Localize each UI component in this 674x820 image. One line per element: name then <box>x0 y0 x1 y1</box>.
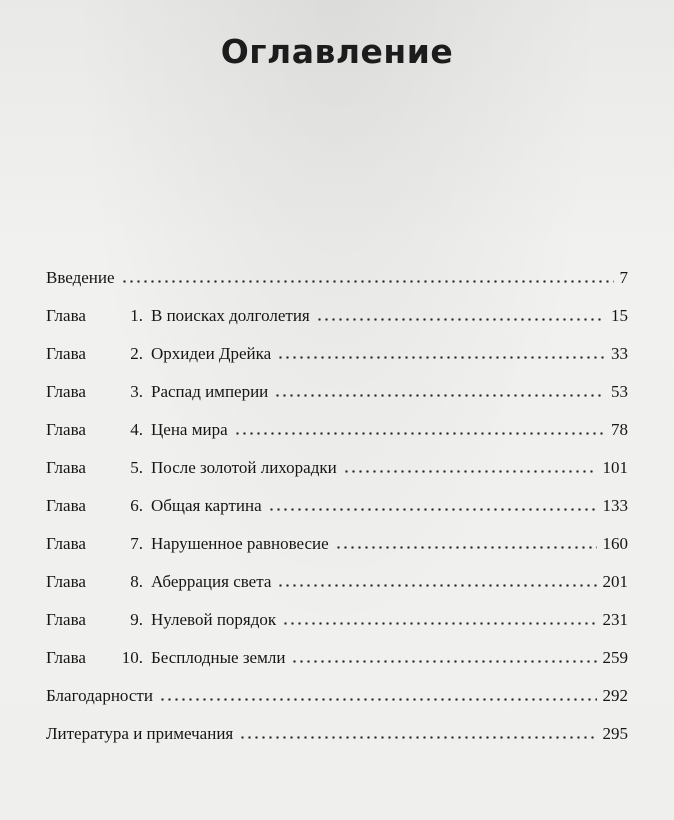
chapter-word: Глава <box>46 382 86 401</box>
toc-entry-title: Распад империи <box>151 382 269 401</box>
chapter-word: Глава <box>46 610 86 629</box>
dot-leader <box>268 508 597 511</box>
chapter-word: Глава <box>46 420 86 439</box>
toc-entry-label <box>46 458 337 478</box>
toc-entry <box>46 600 628 630</box>
chapter-number: 6. <box>130 496 143 515</box>
toc-entry <box>46 448 628 478</box>
chapter-word: Глава <box>46 648 86 667</box>
page-number: 292 <box>602 686 628 705</box>
chapter-word: Глава <box>46 572 86 591</box>
chapter-number: 3. <box>130 382 143 401</box>
page-number: 53 <box>611 382 628 401</box>
page-number: 160 <box>602 534 628 553</box>
toc-entry-label <box>46 686 153 706</box>
chapter-number: 9. <box>130 610 143 629</box>
toc-entry-title: После золотой лихорадки <box>151 458 337 477</box>
chapter-number: 10. <box>121 648 143 667</box>
dot-leader <box>234 432 605 435</box>
page-number: 201 <box>602 572 628 591</box>
toc-entry <box>46 638 628 668</box>
dot-leader <box>343 470 597 473</box>
chapter-word: Глава <box>46 534 86 553</box>
toc-entry-label <box>46 268 115 288</box>
toc-entry-label <box>46 534 329 554</box>
page-number: 15 <box>611 306 628 325</box>
dot-leader <box>274 394 605 397</box>
page-number: 295 <box>602 724 628 743</box>
toc-entry <box>46 524 628 554</box>
page-number: 33 <box>611 344 628 363</box>
chapter-number: 4. <box>130 420 143 439</box>
page-number: 259 <box>602 648 628 667</box>
page-number: 231 <box>602 610 628 629</box>
page-number: 133 <box>602 496 628 515</box>
toc-entry <box>46 372 628 402</box>
toc-entry-title: Нулевой порядок <box>151 610 277 629</box>
toc-entry-label <box>46 610 276 630</box>
dot-leader <box>121 280 614 283</box>
toc-entry <box>46 258 628 288</box>
chapter-word: Глава <box>46 344 86 363</box>
dot-leader <box>159 698 597 701</box>
dot-leader <box>239 736 596 739</box>
toc-entry-label <box>46 648 285 668</box>
page-number: 101 <box>602 458 628 477</box>
toc-entry-title: Благодарности <box>46 686 153 705</box>
dot-leader <box>316 318 605 321</box>
toc-entry-label <box>46 420 228 440</box>
chapter-number: 7. <box>130 534 143 553</box>
chapter-word: Глава <box>46 458 86 477</box>
toc-entry <box>46 334 628 364</box>
toc-entry-title: Введение <box>46 268 115 287</box>
chapter-number: 5. <box>130 458 143 477</box>
toc-entry-title: Общая картина <box>151 496 262 515</box>
toc-entry-label <box>46 572 271 592</box>
toc-entry-title: Бесплодные земли <box>151 648 286 667</box>
dot-leader <box>277 356 605 359</box>
dot-leader <box>277 584 596 587</box>
toc-entry-title: Литература и примечания <box>46 724 234 743</box>
toc-entry-title: В поисках долголетия <box>151 306 310 325</box>
chapter-word: Глава <box>46 496 86 515</box>
toc-entry-title: Цена мира <box>151 420 228 439</box>
toc-entry-label <box>46 344 271 364</box>
page-number: 78 <box>611 420 628 439</box>
chapter-number: 1. <box>130 306 143 325</box>
toc-entry <box>46 714 628 744</box>
dot-leader <box>282 622 596 625</box>
dot-leader <box>291 660 596 663</box>
toc-entry-title: Нарушенное равновесие <box>151 534 329 553</box>
toc-entry <box>46 676 628 706</box>
chapter-number: 2. <box>130 344 143 363</box>
chapter-number: 8. <box>130 572 143 591</box>
toc-entry <box>46 562 628 592</box>
toc-entry <box>46 296 628 326</box>
toc-entry-label <box>46 496 262 516</box>
page-number: 7 <box>619 268 628 287</box>
toc-entry-label <box>46 382 268 402</box>
toc-entry <box>46 486 628 516</box>
toc-entry <box>46 410 628 440</box>
chapter-word: Глава <box>46 306 86 325</box>
toc-entry-label <box>46 306 310 326</box>
page-title: Оглавление <box>220 32 454 71</box>
toc-entry-label <box>46 724 233 744</box>
toc-entry-title: Аберрация света <box>151 572 272 591</box>
toc-entry-title: Орхидеи Дрейка <box>151 344 272 363</box>
dot-leader <box>335 546 597 549</box>
